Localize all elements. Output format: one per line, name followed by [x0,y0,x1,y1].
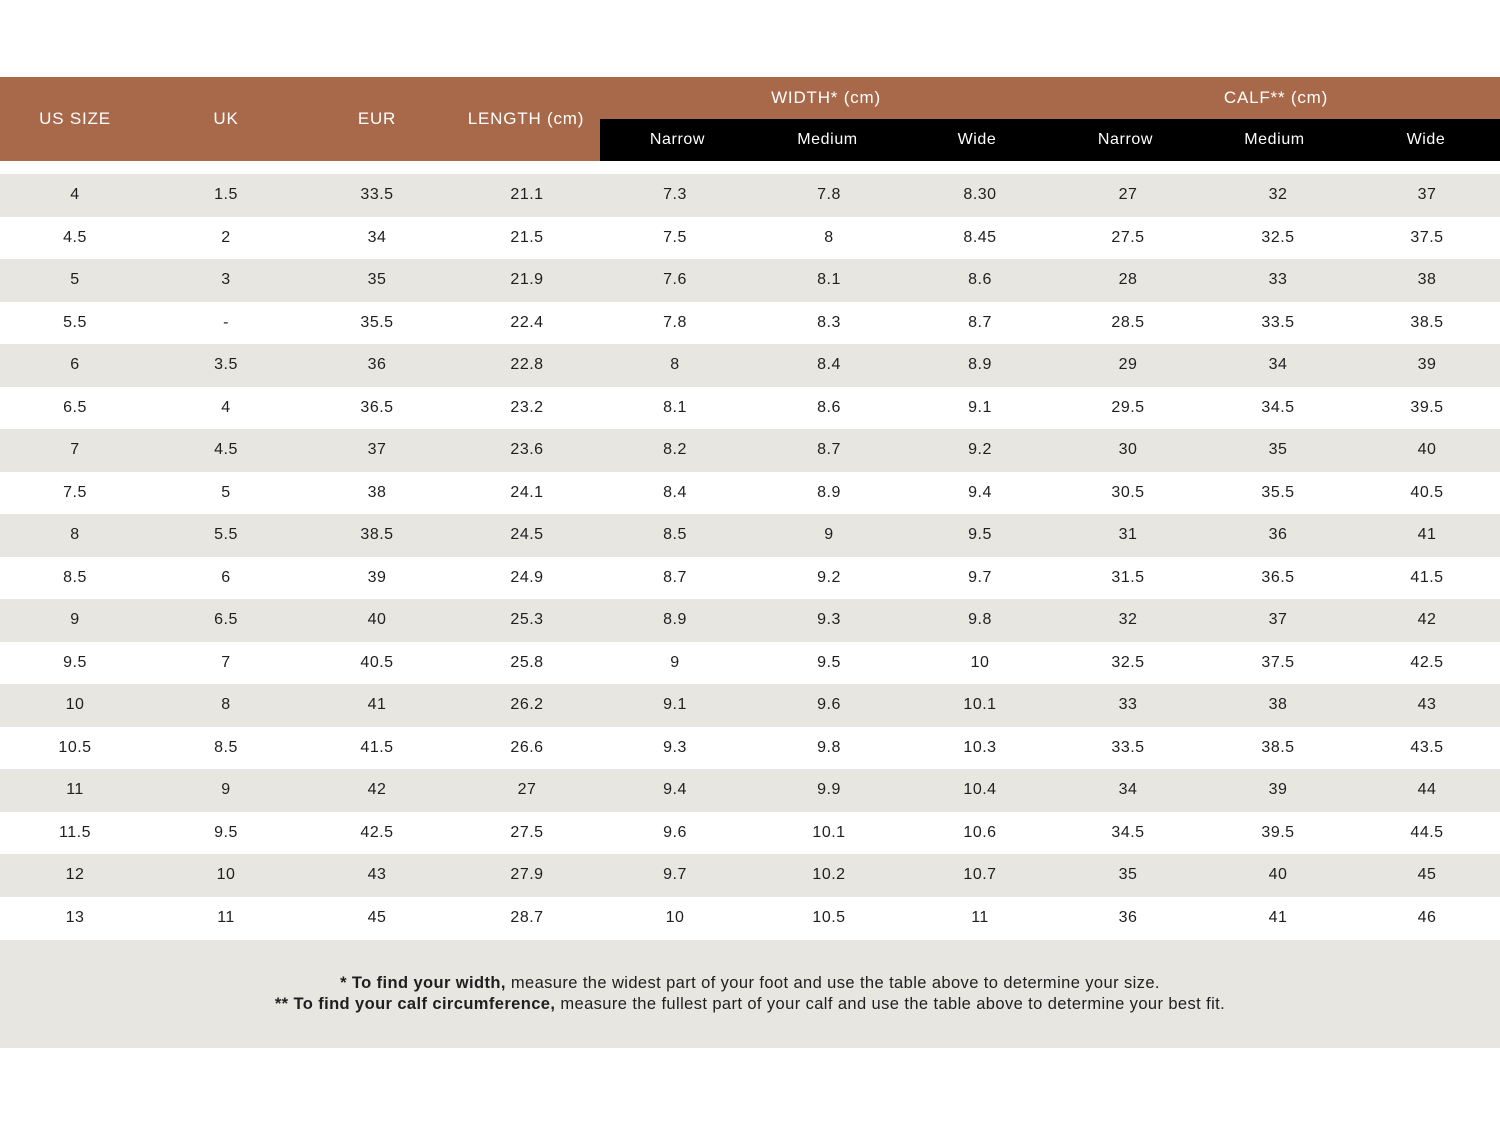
width-footnote-lead: * To find your width, [340,974,506,992]
cell-uk: - [223,313,229,331]
cell-us-size: 9.5 [63,653,87,671]
cell-width-narrow: 10 [665,908,685,926]
cell-width-narrow: 9.3 [663,738,687,756]
cell-uk: 8 [221,696,231,714]
cell-length: 21.1 [510,186,544,204]
cell-length: 24.1 [510,483,544,501]
cell-calf-narrow: 30.5 [1111,483,1145,501]
subheader-width-medium: Medium [797,131,858,148]
subheader-width-wide: Wide [957,131,997,148]
cell-eur: 35 [367,271,387,289]
cell-width-narrow: 9 [670,653,680,671]
table-row [0,599,1500,642]
cell-calf-narrow: 31.5 [1111,568,1145,586]
cell-length: 23.6 [510,441,544,459]
table-row [0,642,1500,685]
cell-us-size: 10 [65,696,85,714]
cell-calf-wide: 37.5 [1410,228,1444,246]
cell-uk: 3 [221,271,231,289]
cell-width-wide: 8.7 [968,313,992,331]
cell-width-medium: 8.1 [817,271,841,289]
cell-width-medium: 9 [824,526,834,544]
header-width-group: WIDTH* (cm) [771,88,881,107]
table-row [0,557,1500,600]
table-row [0,387,1500,430]
cell-width-wide: 9.2 [968,441,992,459]
width-footnote-text: measure the widest part of your foot and use the table above to determine your size. [505,974,1160,992]
cell-calf-wide: 40.5 [1410,483,1444,501]
table-row [0,472,1500,515]
cell-length: 21.5 [510,228,544,246]
table-body [0,174,1500,939]
cell-calf-narrow: 35 [1118,866,1138,884]
cell-calf-medium: 38.5 [1261,738,1295,756]
cell-eur: 40.5 [360,653,394,671]
cell-width-medium: 10.1 [812,823,846,841]
cell-calf-narrow: 30 [1118,441,1138,459]
cell-calf-wide: 42.5 [1410,653,1444,671]
cell-width-narrow: 9.1 [663,696,687,714]
subheader-calf-medium: Medium [1244,131,1305,148]
cell-calf-medium: 37.5 [1261,653,1295,671]
cell-calf-wide: 38.5 [1410,313,1444,331]
cell-width-medium: 10.2 [812,866,846,884]
cell-calf-narrow: 28.5 [1111,313,1145,331]
cell-length: 26.6 [510,738,544,756]
cell-calf-medium: 36 [1268,526,1288,544]
cell-width-wide: 8.45 [963,228,997,246]
cell-uk: 6.5 [214,611,238,629]
table-row [0,727,1500,770]
cell-calf-narrow: 36 [1118,908,1138,926]
cell-width-wide: 9.4 [968,483,992,501]
table-header [0,77,1500,161]
cell-eur: 36 [367,356,387,374]
cell-length: 26.2 [510,696,544,714]
cell-us-size: 12 [65,866,85,884]
cell-calf-medium: 39 [1268,781,1288,799]
cell-length: 27.9 [510,866,544,884]
cell-calf-narrow: 29 [1118,356,1138,374]
cell-eur: 33.5 [360,186,394,204]
cell-width-medium: 8.3 [817,313,841,331]
cell-eur: 42 [367,781,387,799]
cell-width-narrow: 8.7 [663,568,687,586]
cell-length: 23.2 [510,398,544,416]
cell-calf-wide: 44 [1417,781,1437,799]
cell-us-size: 8.5 [63,568,87,586]
cell-width-medium: 9.6 [817,696,841,714]
cell-eur: 43 [367,866,387,884]
cell-calf-medium: 33.5 [1261,313,1295,331]
cell-width-wide: 10.4 [963,781,997,799]
cell-width-wide: 10.3 [963,738,997,756]
cell-width-medium: 8.4 [817,356,841,374]
cell-calf-wide: 41 [1417,526,1437,544]
cell-calf-medium: 33 [1268,271,1288,289]
cell-us-size: 11.5 [59,823,91,841]
cell-us-size: 7.5 [63,483,87,501]
cell-width-narrow: 9.4 [663,781,687,799]
cell-calf-medium: 41 [1268,908,1288,926]
cell-calf-medium: 35 [1268,441,1288,459]
cell-us-size: 13 [65,908,85,926]
cell-uk: 5 [221,483,231,501]
cell-width-narrow: 8.4 [663,483,687,501]
cell-calf-medium: 34.5 [1261,398,1295,416]
cell-width-medium: 8 [824,228,834,246]
cell-us-size: 8 [70,526,80,544]
cell-eur: 41 [367,696,387,714]
cell-width-narrow: 8 [670,356,680,374]
table-row [0,769,1500,812]
calf-footnote [275,994,1225,1015]
cell-width-medium: 9.5 [817,653,841,671]
cell-length: 25.8 [510,653,544,671]
subheader-width-narrow: Narrow [649,131,706,148]
cell-calf-wide: 39 [1417,356,1437,374]
cell-calf-narrow: 32 [1118,611,1138,629]
cell-width-narrow: 7.5 [663,228,687,246]
table-row [0,514,1500,557]
cell-width-narrow: 9.6 [663,823,687,841]
header-spacer [0,161,1500,174]
cell-length: 27 [517,781,537,799]
cell-width-narrow: 7.3 [663,186,687,204]
header-eur: EUR [357,109,397,128]
header-uk: UK [213,109,239,128]
cell-uk: 4.5 [214,441,238,459]
cell-us-size: 9 [70,611,80,629]
cell-width-wide: 9.5 [968,526,992,544]
table-row [0,429,1500,472]
cell-calf-medium: 32.5 [1261,228,1295,246]
cell-calf-wide: 40 [1417,441,1437,459]
cell-width-narrow: 8.5 [663,526,687,544]
cell-calf-narrow: 29.5 [1111,398,1145,416]
cell-uk: 9 [221,781,231,799]
calf-footnote-lead: ** To find your calf circumference, [274,995,556,1013]
size-chart [0,77,1500,939]
cell-us-size: 10.5 [58,738,92,756]
cell-width-wide: 9.1 [968,398,992,416]
cell-width-wide: 10 [970,653,990,671]
cell-calf-wide: 43.5 [1410,738,1444,756]
cell-uk: 6 [221,568,231,586]
table-row [0,259,1500,302]
cell-calf-wide: 43 [1417,696,1437,714]
cell-calf-medium: 34 [1268,356,1288,374]
cell-width-wide: 10.7 [963,866,997,884]
cell-calf-narrow: 31 [1118,526,1138,544]
cell-width-wide: 10.6 [963,823,997,841]
cell-width-medium: 9.8 [817,738,841,756]
cell-us-size: 5.5 [63,313,87,331]
cell-calf-narrow: 27.5 [1111,228,1145,246]
table-row [0,302,1500,345]
cell-width-narrow: 8.1 [663,398,687,416]
cell-calf-narrow: 27 [1118,186,1138,204]
cell-eur: 45 [367,908,387,926]
cell-width-narrow: 7.6 [663,271,687,289]
cell-uk: 9.5 [214,823,238,841]
subheader-calf-wide: Wide [1406,131,1446,148]
cell-calf-wide: 41.5 [1410,568,1444,586]
cell-width-wide: 11 [971,908,989,926]
cell-width-wide: 9.7 [968,568,992,586]
table-row [0,174,1500,217]
cell-uk: 2 [221,228,231,246]
table-row [0,854,1500,897]
cell-eur: 36.5 [360,398,394,416]
cell-eur: 40 [367,611,387,629]
cell-width-narrow: 8.9 [663,611,687,629]
cell-width-medium: 8.9 [817,483,841,501]
cell-uk: 10 [216,866,236,884]
cell-length: 28.7 [510,908,544,926]
cell-eur: 41.5 [360,738,394,756]
table-row [0,812,1500,855]
cell-length: 25.3 [510,611,544,629]
cell-calf-wide: 37 [1417,186,1437,204]
cell-us-size: 4.5 [63,228,87,246]
cell-calf-medium: 40 [1268,866,1288,884]
cell-length: 27.5 [510,823,544,841]
cell-length: 24.5 [510,526,544,544]
cell-calf-narrow: 28 [1118,271,1138,289]
footnotes [0,940,1500,1048]
cell-calf-narrow: 34 [1118,781,1138,799]
cell-calf-medium: 38 [1268,696,1288,714]
cell-calf-wide: 38 [1417,271,1437,289]
cell-width-wide: 10.1 [963,696,997,714]
cell-us-size: 7 [70,441,80,459]
cell-length: 24.9 [510,568,544,586]
cell-eur: 35.5 [360,313,394,331]
cell-calf-narrow: 33.5 [1111,738,1145,756]
table-row [0,684,1500,727]
cell-calf-wide: 42 [1417,611,1437,629]
subheader-row [600,119,1500,161]
cell-width-medium: 10.5 [812,908,846,926]
cell-calf-wide: 46 [1417,908,1437,926]
cell-width-medium: 9.3 [817,611,841,629]
cell-width-narrow: 9.7 [663,866,687,884]
table-row [0,217,1500,260]
cell-uk: 8.5 [214,738,238,756]
cell-us-size: 11 [66,781,84,799]
cell-us-size: 6 [70,356,80,374]
cell-calf-medium: 32 [1268,186,1288,204]
cell-uk: 3.5 [214,356,238,374]
header-calf-group: CALF** (cm) [1223,88,1329,107]
cell-calf-narrow: 32.5 [1111,653,1145,671]
table-row [0,897,1500,940]
cell-length: 22.4 [510,313,544,331]
cell-eur: 34 [367,228,387,246]
cell-uk: 4 [221,398,231,416]
cell-width-medium: 8.7 [817,441,841,459]
width-footnote [340,973,1160,994]
cell-calf-medium: 39.5 [1261,823,1295,841]
cell-length: 21.9 [510,271,544,289]
cell-calf-medium: 37 [1268,611,1288,629]
cell-length: 22.8 [510,356,544,374]
cell-width-wide: 8.9 [968,356,992,374]
cell-calf-narrow: 33 [1118,696,1138,714]
cell-calf-wide: 45 [1417,866,1437,884]
cell-width-wide: 8.6 [968,271,992,289]
cell-width-wide: 8.30 [963,186,997,204]
cell-eur: 39 [367,568,387,586]
cell-width-medium: 8.6 [817,398,841,416]
subheader-calf-narrow: Narrow [1097,131,1154,148]
cell-uk: 1.5 [214,186,238,204]
cell-us-size: 5 [70,271,80,289]
cell-calf-wide: 44.5 [1410,823,1444,841]
cell-width-medium: 9.2 [817,568,841,586]
cell-calf-wide: 39.5 [1410,398,1444,416]
header-length: LENGTH (cm) [467,109,585,128]
cell-width-narrow: 7.8 [663,313,687,331]
calf-footnote-text: measure the fullest part of your calf and use the table above to determine your best fit. [555,995,1226,1013]
cell-eur: 42.5 [360,823,394,841]
cell-width-medium: 7.8 [817,186,841,204]
cell-us-size: 4 [70,186,80,204]
cell-uk: 5.5 [214,526,238,544]
table-row [0,344,1500,387]
cell-us-size: 6.5 [63,398,87,416]
cell-calf-medium: 36.5 [1261,568,1295,586]
cell-eur: 38.5 [360,526,394,544]
cell-eur: 37 [367,441,387,459]
cell-width-medium: 9.9 [817,781,841,799]
cell-eur: 38 [367,483,387,501]
cell-calf-medium: 35.5 [1261,483,1295,501]
header-us-size: US SIZE [39,109,111,128]
cell-uk: 7 [221,653,231,671]
cell-width-narrow: 8.2 [663,441,687,459]
cell-width-wide: 9.8 [968,611,992,629]
cell-uk: 11 [217,908,235,926]
cell-calf-narrow: 34.5 [1111,823,1145,841]
